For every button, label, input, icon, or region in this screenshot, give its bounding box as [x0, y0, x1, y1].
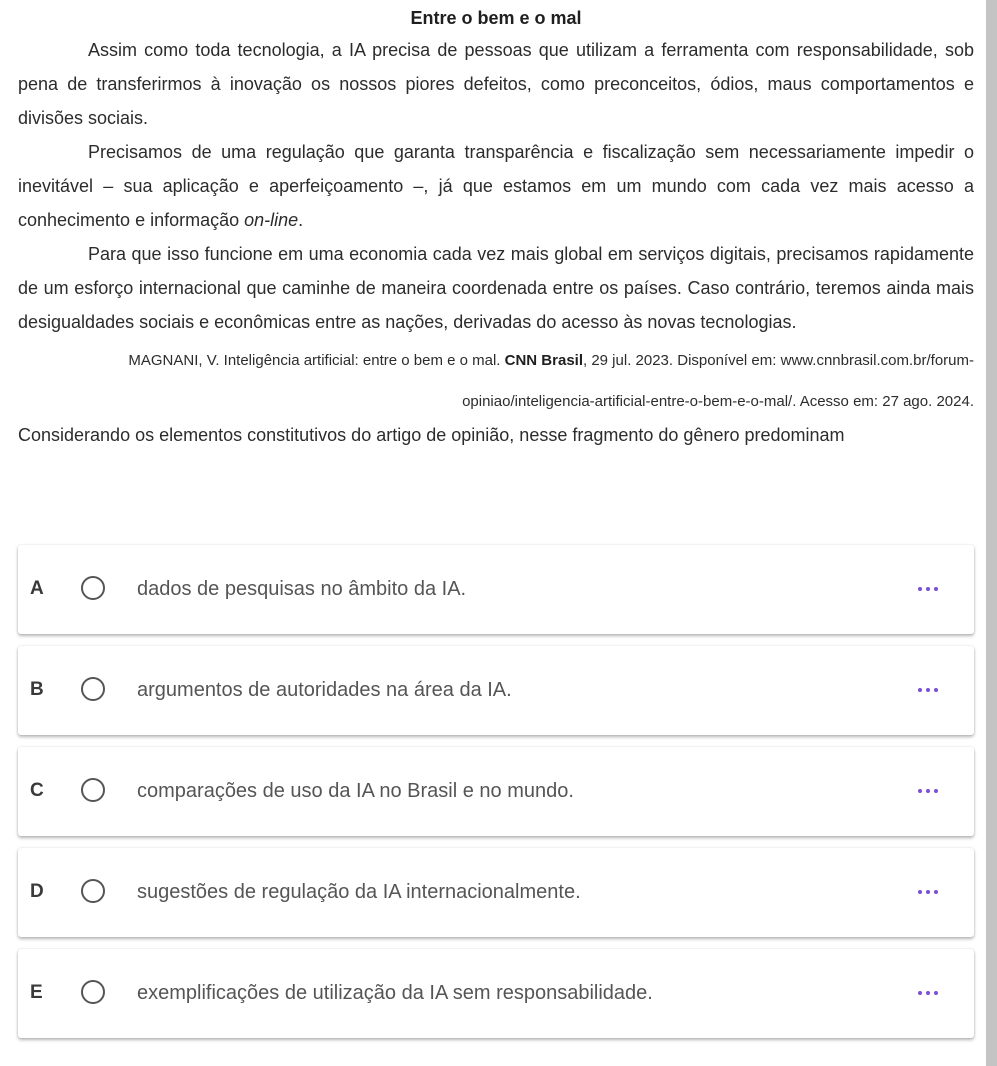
option-letter: D — [30, 881, 44, 902]
reference-source: CNN Brasil — [504, 352, 583, 369]
paragraph-2-italic: on-line — [244, 210, 299, 230]
reference-line-1 — [18, 348, 974, 373]
article-title: Entre o bem e o mal — [410, 8, 582, 28]
paragraph-2-end: . — [298, 210, 304, 230]
option-text: exemplificações de utilização da IA sem responsabilidade. — [137, 982, 653, 1004]
radio-unchecked-icon[interactable] — [81, 879, 105, 903]
option-a[interactable] — [18, 545, 974, 634]
option-b[interactable] — [18, 646, 974, 735]
option-letter: B — [30, 679, 44, 700]
radio-unchecked-icon[interactable] — [81, 778, 105, 802]
article-paragraph-2 — [18, 135, 974, 237]
reference-author: MAGNANI, V. Inteligência artificial: entre o bem e o mal. — [128, 352, 505, 369]
option-d[interactable] — [18, 848, 974, 937]
paragraph-2-text: Precisamos de uma regulação que garanta transparência e fiscalização sem necessariamente impedir o inevitável – sua aplicação e aperfeiçoamento –, já que estamos em um mundo com cada vez mais acesso a conhecimento e informação — [18, 142, 974, 230]
article-paragraph-3: Para que isso funcione em uma economia cada vez mais global em serviços digitais, precisamos rapidamente de um esforço internacional que caminhe de maneira coordenada entre os países. Caso contrário, teremos ainda mais desigualdades sociais e econômicas entre as nações, derivadas do acesso às novas tecnologias. — [18, 244, 974, 332]
reference-details: , 29 jul. 2023. Disponível em: www.cnnbrasil.com.br/forum- — [583, 352, 974, 369]
option-text: sugestões de regulação da IA internacionalmente. — [137, 881, 581, 903]
answer-options — [18, 545, 974, 1050]
option-text: comparações de uso da IA no Brasil e no mundo. — [137, 780, 574, 802]
scrollbar[interactable] — [986, 0, 997, 1066]
question-prompt: Considerando os elementos constitutivos do artigo de opinião, nesse fragmento do gênero predominam — [18, 425, 845, 445]
reference-line-2: opiniao/inteligencia-artificial-entre-o-bem-e-o-mal/. Acesso em: 27 ago. 2024. — [462, 393, 974, 410]
radio-unchecked-icon[interactable] — [81, 677, 105, 701]
more-options-icon[interactable] — [918, 990, 942, 996]
option-letter: A — [30, 578, 44, 599]
article-paragraph-1: Assim como toda tecnologia, a IA precisa de pessoas que utilizam a ferramenta com responsabilidade, sob pena de transferirmos à inovação os nossos piores defeitos, como preconceitos, ódios, maus comportamentos e divisões sociais. — [18, 40, 974, 128]
option-c[interactable] — [18, 747, 974, 836]
option-e[interactable] — [18, 949, 974, 1038]
option-text: dados de pesquisas no âmbito da IA. — [137, 578, 467, 600]
radio-unchecked-icon[interactable] — [81, 576, 105, 600]
more-options-icon[interactable] — [918, 687, 942, 693]
radio-unchecked-icon[interactable] — [81, 980, 105, 1004]
question-content — [18, 0, 974, 447]
more-options-icon[interactable] — [918, 889, 942, 895]
option-letter: E — [30, 982, 43, 1003]
option-letter: C — [30, 780, 44, 801]
more-options-icon[interactable] — [918, 586, 942, 592]
more-options-icon[interactable] — [918, 788, 942, 794]
option-text: argumentos de autoridades na área da IA. — [137, 679, 512, 701]
